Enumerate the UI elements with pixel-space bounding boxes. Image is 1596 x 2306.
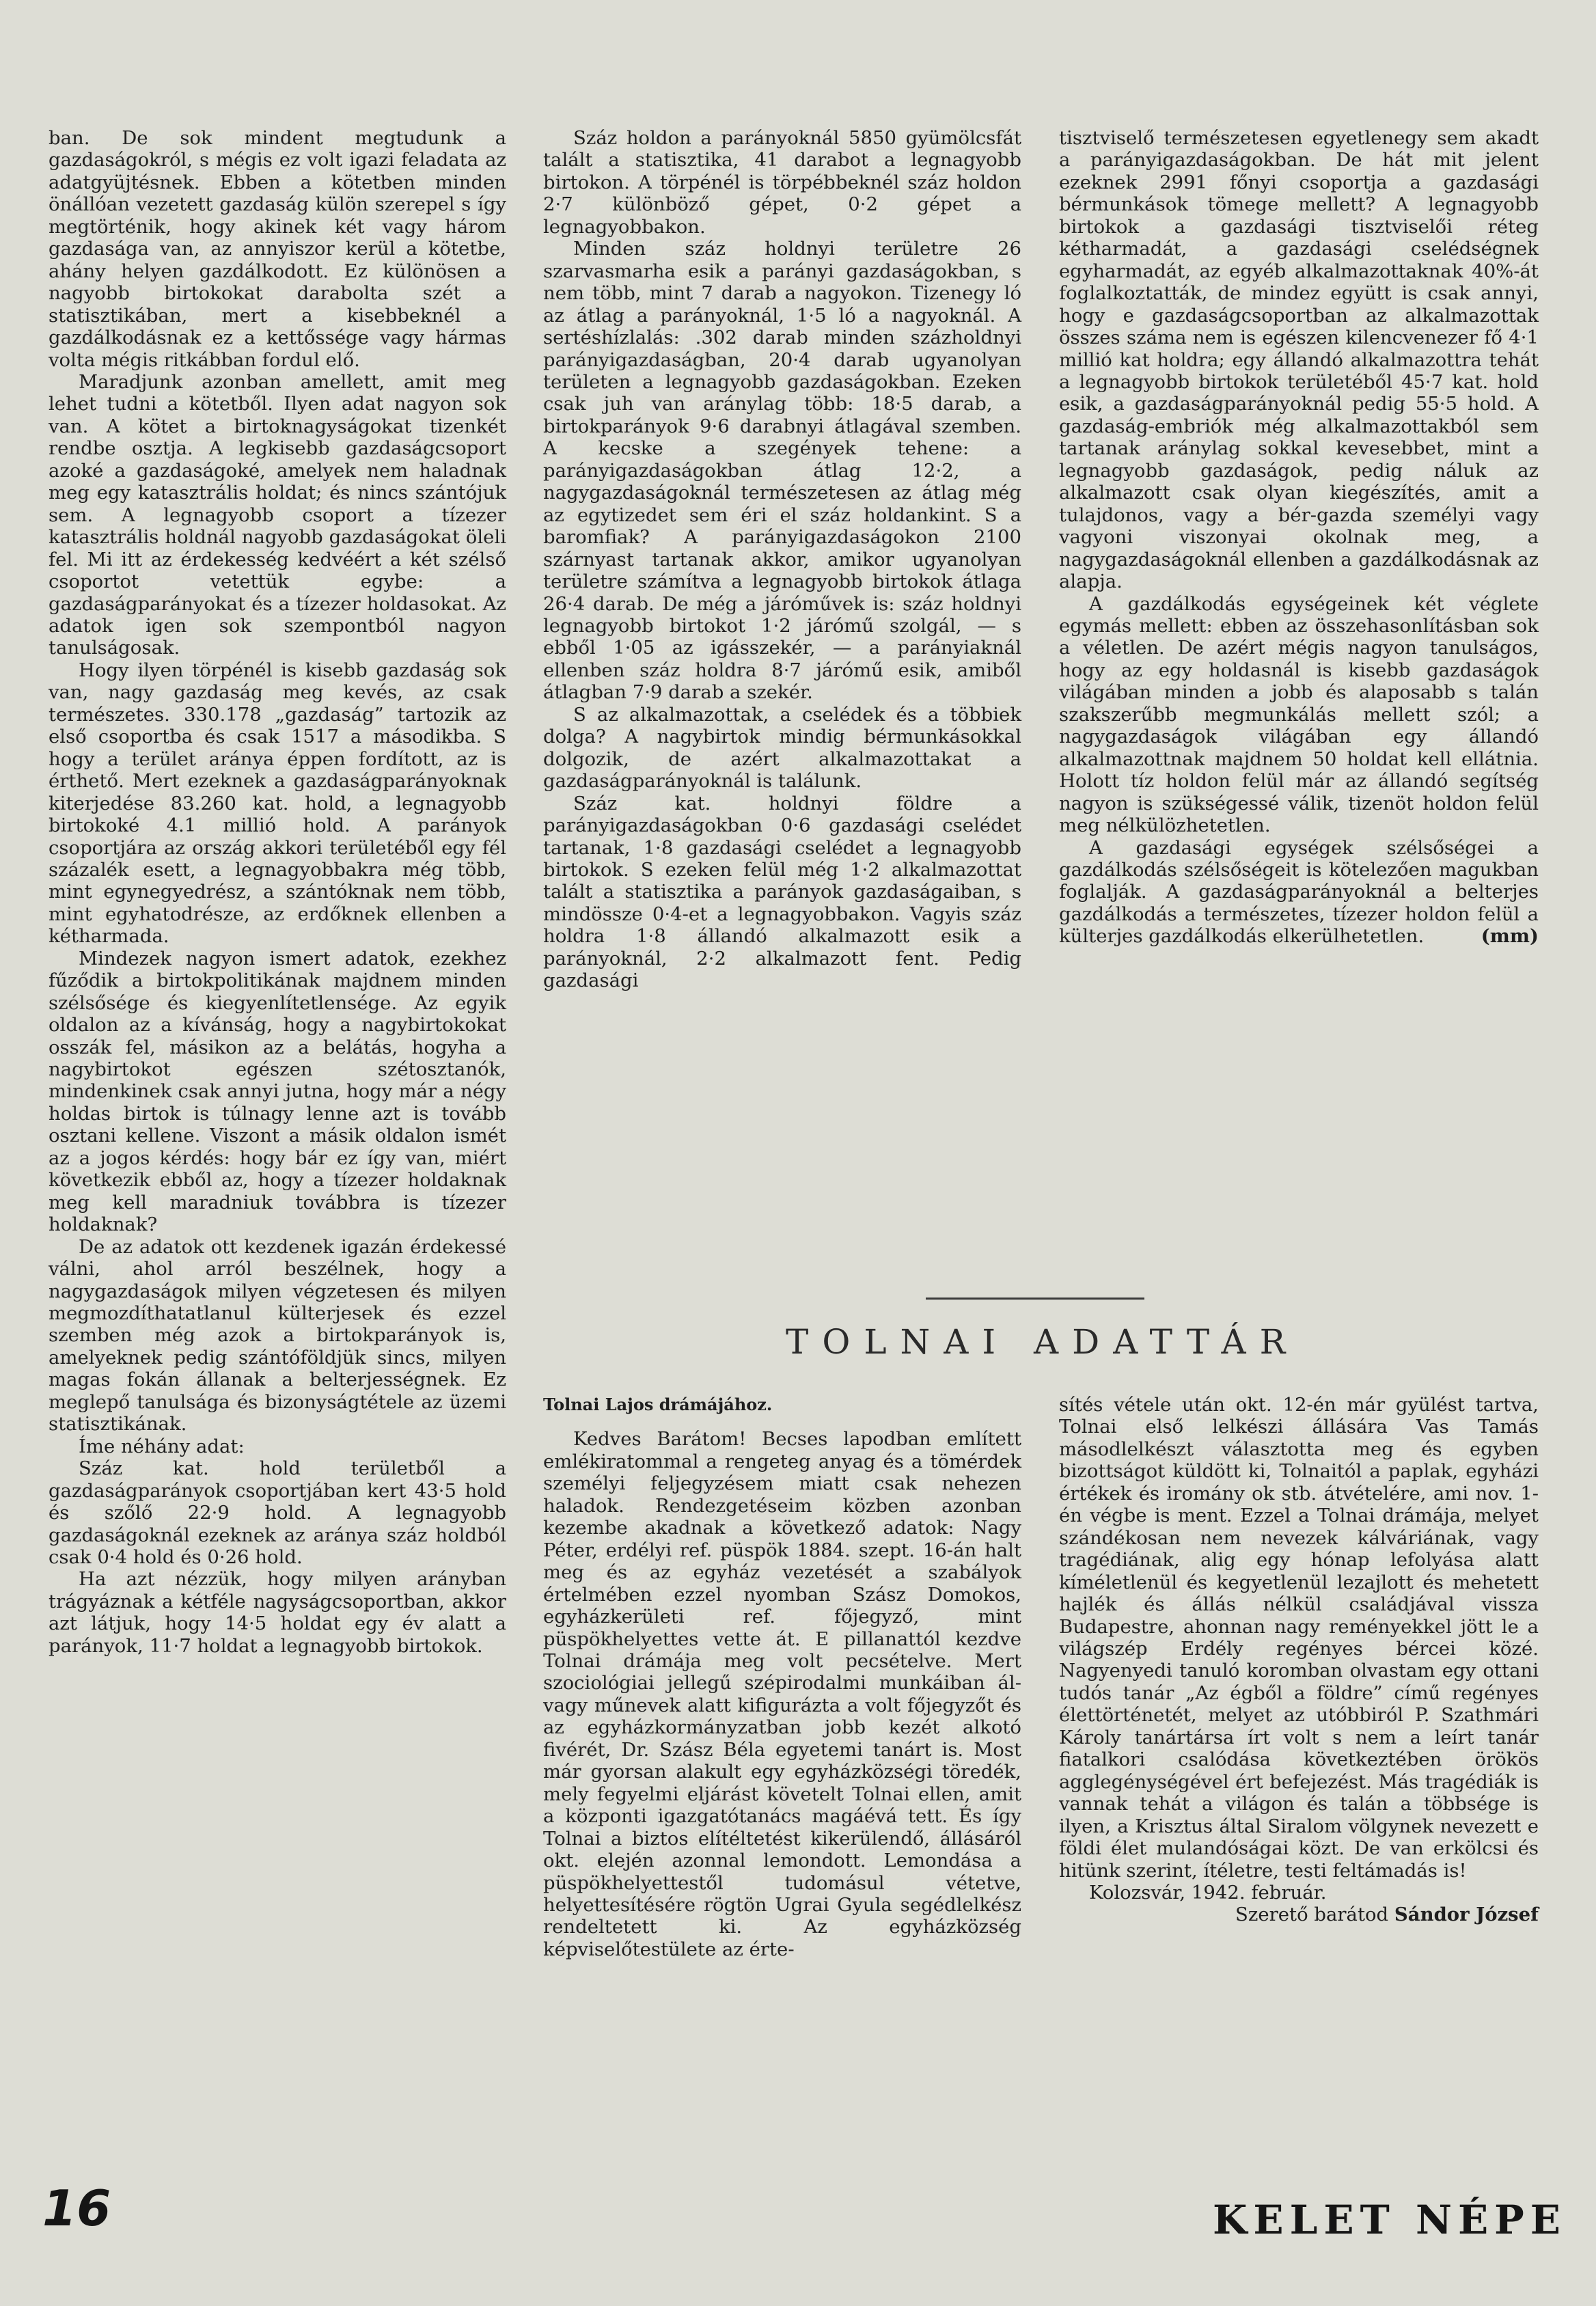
paragraph-text: A gazdasági egységek szélsőségei a gazdálkodás szélsőségeit is kötelezően magukban foglalják. A gazdaságparányoknál a belterjes gazdálkodás a természetes, tízezer holdon felül a külterjes gazdálkodás elkerülhetetlen. — [1059, 836, 1539, 948]
letter-place-date: Kolozsvár, 1942. február. — [1089, 1881, 1327, 1904]
paragraph — [1059, 127, 1539, 593]
paragraph — [49, 948, 506, 1236]
article-column-3 — [1059, 127, 1539, 948]
publication-title: KELET NÉPE — [1213, 2197, 1567, 2243]
paragraph — [543, 1428, 1021, 1960]
signature-greeting: Szerető barátod — [1235, 1904, 1389, 1926]
paragraph-text: Íme néhány adat: — [79, 1435, 245, 1457]
paragraph-text: Száz kat. holdnyi földre a parányigazdaságokban 0·6 gazdasági cselédet tartanak, 1·8 gazdasági cselédet a legnagyobb birtokok. S ezeken felül még 1·2 alkalmazottat talált a statisztika a parányok gazdaságaiban, s mindössze 0·4-et a legnagyobbakon. Vagyis száz holdra 1·8 állandó alkalmazott esik a parányoknál, 2·2 alkalmazott fent. Pedig gazdasági — [543, 792, 1021, 992]
paragraph-text: Ha azt nézzük, hogy milyen arányban trágyáznak a kétféle nagyságcsoportban, akkor azt látjuk, hogy 14·5 holdat egy év alatt a parányok, 11·7 holdat a legnagyobb birtokok. — [49, 1568, 506, 1657]
section-heading: TOLNAI ADATTÁR — [786, 1322, 1299, 1362]
section-divider — [926, 1298, 1144, 1300]
paragraph-text: Száz holdon a parányoknál 5850 gyümölcsfát talált a statisztika, 41 darabot a legnagyobb birtokon. A törpénél is törpébbeknél száz holdon 2·7 különböző gépet, 0·2 gépet a legnagyobbakon. — [543, 127, 1021, 238]
paragraph — [543, 704, 1021, 793]
paragraph — [49, 1457, 506, 1568]
paragraph-text: sítés vétele után okt. 12-én már gyülést tartva, Tolnai első lelkészi állására Vas Tamás másodlelkészt választotta meg és egyben bizottságot küldött ki, Tolnaitól a paplak, egyházi értékek és iromány ok stb. átvételére, ami nov. 1-én végbe is ment. Ezzel a Tolnai drámája, melyet szándékosan nem nevezek kálváriának, vagy tragédiának, alig egy hónap lefolyása alatt kíméletlenül és kegyetlenül lezajlott és mehetett hajlék és állás nélkül családjával vissza Budapestre, ahonnan nagy reményekkel jött le a világszép Erdély regényes bércei közé. Nagyenyedi tanuló koromban olvastam egy ottani tudós tanár „Az égből a földre” című regényes élettörténetét, melyet az utóbbiról P. Szathmári Károly tanártársa írt volt s nem a leírt tanár fiatalkori csalódása következtében örökös agglegénységével ért befejezést. Más tragédiák is vannak tehát a világon és talán a többsége is ilyen, a Krisztus által Siralom völgynek nevezett e földi élet mulandóságai közt. De van erkölcsi és hitünk szerint, ítéletre, testi feltámadás is! — [1059, 1394, 1539, 1882]
letter-column-2 — [1059, 1394, 1539, 1926]
paragraph — [49, 1436, 506, 1457]
letter-subheading: Tolnai Lajos drámájához. — [543, 1395, 773, 1414]
letter-signature — [1059, 1904, 1539, 1925]
paragraph — [1059, 837, 1539, 948]
paragraph — [49, 659, 506, 948]
page-number: 16 — [42, 2180, 111, 2237]
paragraph-text: Minden száz holdnyi területre 26 szarvasmarha esik a parányi gazdaságokban, s nem több, mint 7 darab a nagyokon. Tizenegy ló az átlag a parányoknál, 1·5 ló a nagyoknál. A sertéshízlalás: .302 darab minden százholdnyi parányigazdaságban, 20·4 darab ugyanolyan területen a legnagyobb gazdaságokban. Ezeken csak juh van aránylag több: 18·5 darab, a birtokparányok 9·6 darabnyi átlagával szemben. A kecske a szegények tehene: a parányigazdaságokban átlag 12·2, a nagygazdaságoknál természetesen az átlag még az egytizedet sem éri el száz holdankint. S a baromfiak? A parányigazdaságokon 2100 szárnyast tartanak akkor, amikor ugyanolyan területre számítva a legnagyobb birtokok átlaga 26·4 darab. De még a járóművek is: száz holdnyi legnagyobb birtokot 1·2 járómű szolgál, — s ebből 1·05 az igásszekér, — a parányiaknál ellenben száz holdra 8·7 járómű esik, amiből átlagban 7·9 darab a szekér. — [543, 238, 1021, 704]
letter-body-2 — [1059, 1394, 1539, 1882]
paragraph-text: S az alkalmazottak, a cselédek és a többiek dolga? A nagybirtok mindig bérmunkásokkal dolgozik, de azért alkalmazottakat a gazdaságparányoknál is találunk. — [543, 703, 1021, 793]
paragraph — [543, 793, 1021, 992]
paragraph — [543, 238, 1021, 704]
author-initials: (mm) — [1481, 925, 1539, 948]
paragraph — [1059, 1394, 1539, 1882]
paragraph-text: Maradjunk azonban amellett, amit meg lehet tudni a kötetből. Ilyen adat nagyon sok van. A kötet a birtoknagyságokat tizenkét rendbe osztja. A legkisebb gazdaságcsoport azoké a gazdaságoké, amelyek nem haladnak meg egy katasztrális holdat; és nincs szántójuk sem. A legnagyobb csoport a tízezer katasztrális holdnál nagyobb gazdaságokat öleli fel. Mi itt az érdekesség kedvéért a két szélső csoportot vetettük egybe: a gazdaságparányokat és a tízezer holdasokat. Az adatok igen sok szempontból nagyon tanulságosak. — [49, 370, 506, 659]
paragraph-text: A gazdálkodás egységeinek két véglete egymás mellett: ebben az összehasonlításban sok a véletlen. De azért mégis nagyon tanulságos, hogy az egy holdasnál is kisebb gazdaságok világában minden a jobb és alaposabb s talán szakszerűbb megmunkálás mellett szól; a nagygazdaságok világában egy állandó alkalmazottnak majdnem 50 holdat kell ellátnia. Holott tíz holdon felül már az állandó segítség nagyon is szükségessé válik, tizenöt holdon felül meg nélkülözhetetlen. — [1059, 592, 1539, 837]
paragraph-text: tisztviselő természetesen egyetlenegy sem akadt a parányigazdaságokban. De hát mit jelent ezeknek 2991 főnyi csoportja a gazdasági bérmunkások tömege mellett? A legnagyobb birtokok a gazdasági tisztviselői réteg kétharmadát, a gazdasági cselédségnek egyharmadát, az egyéb alkalmazottaknak 40%-át foglalkoztatták, de mindez együtt is csak annyi, hogy e gazdaságcsoportban az alkalmazottak összes száma nem is egészen kilencvenezer fő 4·1 millió kat holdra; egy állandó alkalmazottra tehát a legnagyobb birtokok területéből 45·7 kat. hold esik, a gazdaságparányoknál pedig 55·5 hold. A gazdaság-embriók még alkalmazottakból sem tartanak aránylag sokkal kevesebbet, mint a legnagyobb gazdaságok, pedig náluk az alkalmazott csak olyan kiegészítés, amit a tulajdonos, vagy a bér-gazda személyi vagy vagyoni viszonyai okolnak meg, a nagygazdaságoknál ellenben a gazdálkodásnak az alapja. — [1059, 127, 1539, 593]
article-column-2 — [543, 127, 1021, 992]
paragraph — [49, 1236, 506, 1436]
paragraph — [49, 1568, 506, 1657]
article-column-1 — [49, 127, 506, 1657]
paragraph — [49, 127, 506, 371]
paragraph — [49, 371, 506, 659]
paragraph-text: Hogy ilyen törpénél is kisebb gazdaság sok van, nagy gazdaság meg kevés, az csak természetes. 330.178 „gazdaság” tartozik az első csoportba és csak 1517 a másodikba. S hogy a terület aránya éppen fordított, az is érthető. Mert ezeknek a gazdaságparányoknak kiterjedése 83.260 kat. hold, a legnagyobb birtokoké 4.1 millió hold. A parányok csoportjára az ország akkori területéből egy fél százalék esett, a legnagyobbakra még több, mint egynegyedrész, a szántóknak nem több, mint egyhatodrésze, az erdőknek ellenben a kétharmada. — [49, 659, 506, 948]
paragraph — [1059, 593, 1539, 837]
signature-name: Sándor József — [1394, 1904, 1539, 1926]
letter-column-1 — [543, 1394, 1021, 1960]
paragraph-text: ban. De sok mindent megtudunk a gazdaságokról, s mégis ez volt igazi feladata az adatgyüjtésnek. Ebben a kötetben minden önállóan vezetett gazdaság külön szerepel s így megtörténik, hogy akinek két vagy három gazdasága van, az annyiszor kerül a kötetbe, ahány helyen gazdálkodott. Ez különösen a nagyobb birtokokat darabolta szét a statisztikában, mert a kisebbeknél a gazdálkodásnak ez a kettőssége vagy hármas volta mégis ritkábban fordul elő. — [49, 127, 506, 371]
paragraph — [543, 127, 1021, 238]
paragraph-text: De az adatok ott kezdenek igazán érdekessé válni, ahol arról beszélnek, hogy a nagygazdaságok milyen végzetesen és milyen megmozdíthatatlanul külterjesek és ezzel szemben még azok a birtokparányok is, amelyeknek pedig szántóföldjük sincs, milyen magas fokán állanak a belterjességnek. Ez meglepő tanulsága és bizonyságtétele az üzemi statisztikának. — [49, 1235, 506, 1436]
paragraph-text: Mindezek nagyon ismert adatok, ezekhez fűződik a birtokpolitikának majdnem minden szélsősége és kiegyenlítetlensége. Az egyik oldalon az a kívánság, hogy a nagybirtokokat osszák fel, másikon az a belátás, hogyha a nagybirtokot egészen szétosztanók, mindenkinek csak annyi jutna, hogy már a négy holdas birtok is túlnagy lenne azt is tovább osztani kellene. Viszont a másik oldalon ismét az a jogos kérdés: hogy bár ez így van, miért következik ebből az, hogy a tízezer holdaknak meg kell maradniuk továbbra is tízezer holdaknak? — [49, 947, 506, 1236]
paragraph-text: Kedves Barátom! Becses lapodban említett emlékiratommal a rengeteg anyag és a tömérdek személyi feljegyzésem miatt csak nehezen haladok. Rendezgetéseim közben azonban kezembe akadnak a következő adatok: Nagy Péter, erdélyi ref. püspök 1884. szept. 16-án halt meg és az egyház vezetését a szabályok értelmében ezzel nyomban Szász Domokos, egyházkerületi ref. főjegyző, mint püspökhelyettes vette át. E pillanattól kezdve Tolnai drámája meg volt pecsételve. Mert szociológiai jellegű szépirodalmi munkáiban ál- vagy műnevek alatt kifigurázta a volt főjegyzőt és az egyházkormányzatban jobb kezét alkotó fivérét, Dr. Szász Béla egyetemi tanárt is. Most már gyorsan alakult egy egyházközségi töredék, mely fegyelmi eljárást követelt Tolnai ellen, amit a központi igazgatótanács magáévá tett. És így Tolnai a biztos elítéltetést kikerülendő, állásáról okt. elején azonnal lemondott. Lemondása a püspökhelyettestől tudomásul vétetve, helyettesítésére rögtön Ugrai Gyula segédlelkész rendeltetett ki. Az egyházközség képviselőtestülete az érte- — [543, 1428, 1021, 1960]
letter-body-1 — [543, 1428, 1021, 1960]
paragraph-text: Száz kat. hold területből a gazdaságparányok csoportjában kert 43·5 hold és szőlő 22·9 hold. A legnagyobb gazdaságoknál ezeknek az aránya száz holdból csak 0·4 hold és 0·26 hold. — [49, 1457, 506, 1568]
